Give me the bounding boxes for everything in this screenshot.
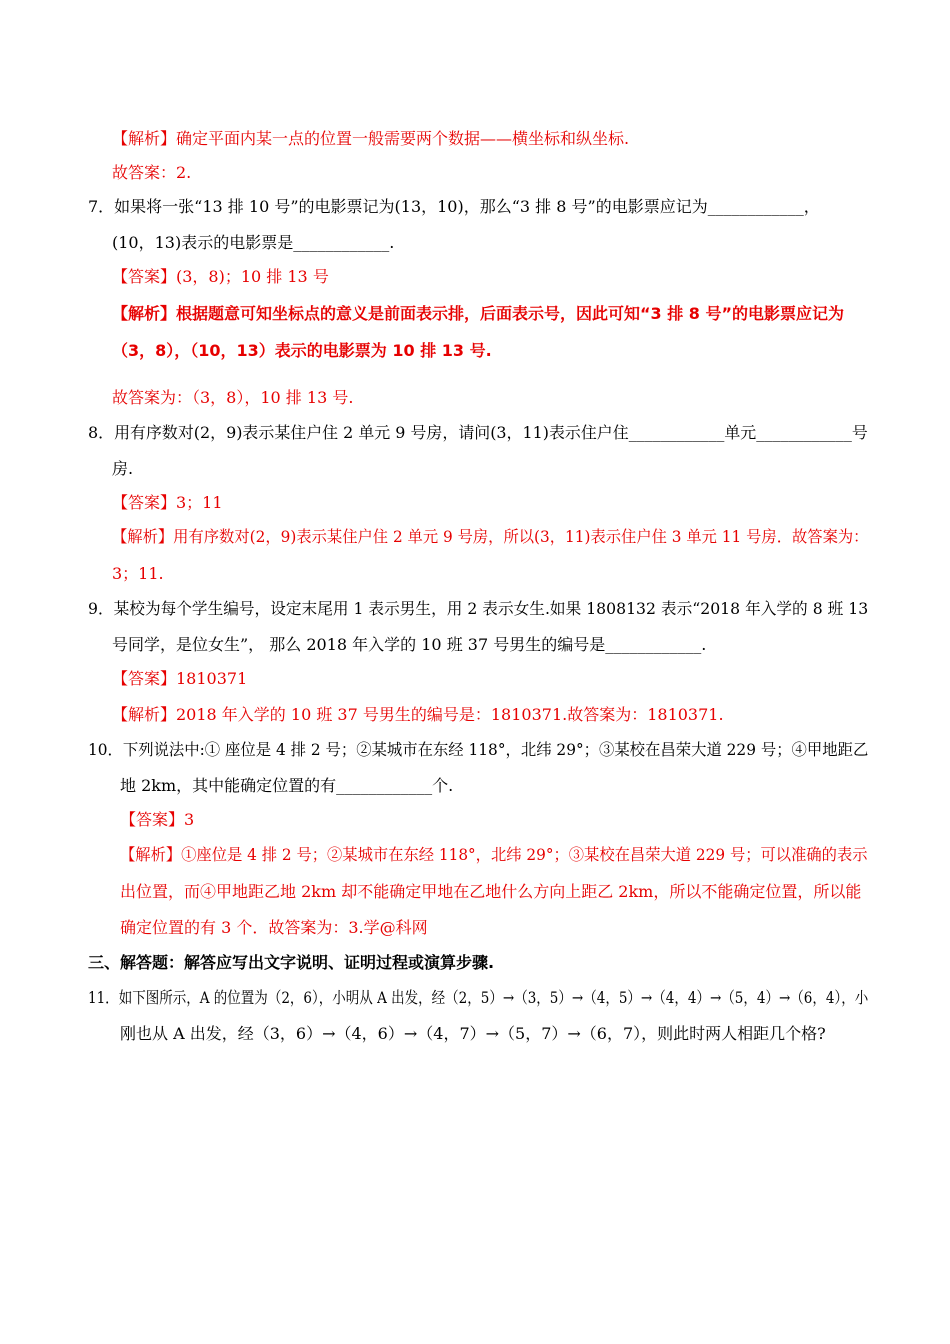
q9-stem-line-2: 号同学，是位女生”， 那么 2018 年入学的 10 班 37 号男生的编号是____________. (112, 635, 707, 654)
q8-stem-line-1: 8．用有序数对(2，9)表示某住户住 2 单元 9 号房，请问(3，11)表示住户住____________单元____________号 (88, 423, 868, 442)
q7-stem-line-1: 7．如果将一张“13 排 10 号”的电影票记为(13，10)，那么“3 排 8 号”的电影票应记为____________， (88, 197, 820, 216)
q8-answer: 【答案】3；11 (112, 493, 223, 512)
q10-answer: 【答案】3 (120, 810, 195, 829)
q8-analysis-line-2: 3；11. (112, 564, 164, 583)
q11-stem-line-1: 11．如下图所示，A 的位置为（2，6），小明从 A 出发，经（2，5）→（3，5）→（4，5）→（4，4）→（5，4）→（6，4），小 (88, 988, 869, 1007)
q10-analysis-line-1: 【解析】①座位是 4 排 2 号；②某城市在东经 118°，北纬 29°；③某校在昌荣大道 229 号；可以准确的表示 (120, 845, 868, 864)
q6-answer-line: 故答案：2. (112, 163, 192, 182)
q6-analysis: 【解析】确定平面内某一点的位置一般需要两个数据——横坐标和纵坐标. (112, 129, 630, 148)
q7-answer: 【答案】(3，8)；10 排 13 号 (112, 267, 329, 286)
q11-stem-line-2: 刚也从 A 出发，经（3，6）→（4，6）→（4，7）→（5，7）→（6，7），则此时两人相距几个格? (120, 1024, 826, 1043)
q7-analysis-line-2: （3，8），（10，13）表示的电影票为 10 排 13 号. (112, 341, 492, 360)
q10-stem-line-1: 10．下列说法中:① 座位是 4 排 2 号；②某城市在东经 118°，北纬 29°；③某校在昌荣大道 229 号；④甲地距乙 (88, 740, 869, 759)
q9-answer: 【答案】1810371 (112, 669, 248, 688)
q7-answer-line: 故答案为：（3，8），10 排 13 号. (112, 388, 354, 407)
q8-analysis-line-1: 【解析】用有序数对(2，9)表示某住户住 2 单元 9 号房，所以(3，11)表示住户住 3 单元 11 号房．故答案为： (112, 527, 869, 546)
q10-stem-line-2: 地 2km，其中能确定位置的有____________个. (120, 776, 454, 795)
section-3-title: 三、解答题：解答应写出文字说明、证明过程或演算步骤. (88, 953, 495, 972)
q7-analysis-line-1: 【解析】根据题意可知坐标点的意义是前面表示排，后面表示号，因此可知“3 排 8 号”的电影票应记为 (112, 304, 845, 323)
q9-stem-line-1: 9．某校为每个学生编号，设定末尾用 1 表示男生，用 2 表示女生.如果 1808132 表示“2018 年入学的 8 班 13 (88, 599, 869, 618)
q8-stem-line-2: 房. (112, 459, 134, 478)
q7-stem-line-2: (10，13)表示的电影票是____________. (112, 233, 395, 252)
q9-analysis: 【解析】2018 年入学的 10 班 37 号男生的编号是：1810371.故答案为：1810371. (112, 705, 724, 724)
q10-analysis-line-2: 出位置，而④甲地距乙地 2km 却不能确定甲地在乙地什么方向上距乙 2km，所以不能确定位置，所以能 (120, 882, 862, 901)
q10-analysis-line-3: 确定位置的有 3 个．故答案为：3.学@科网 (120, 918, 428, 937)
